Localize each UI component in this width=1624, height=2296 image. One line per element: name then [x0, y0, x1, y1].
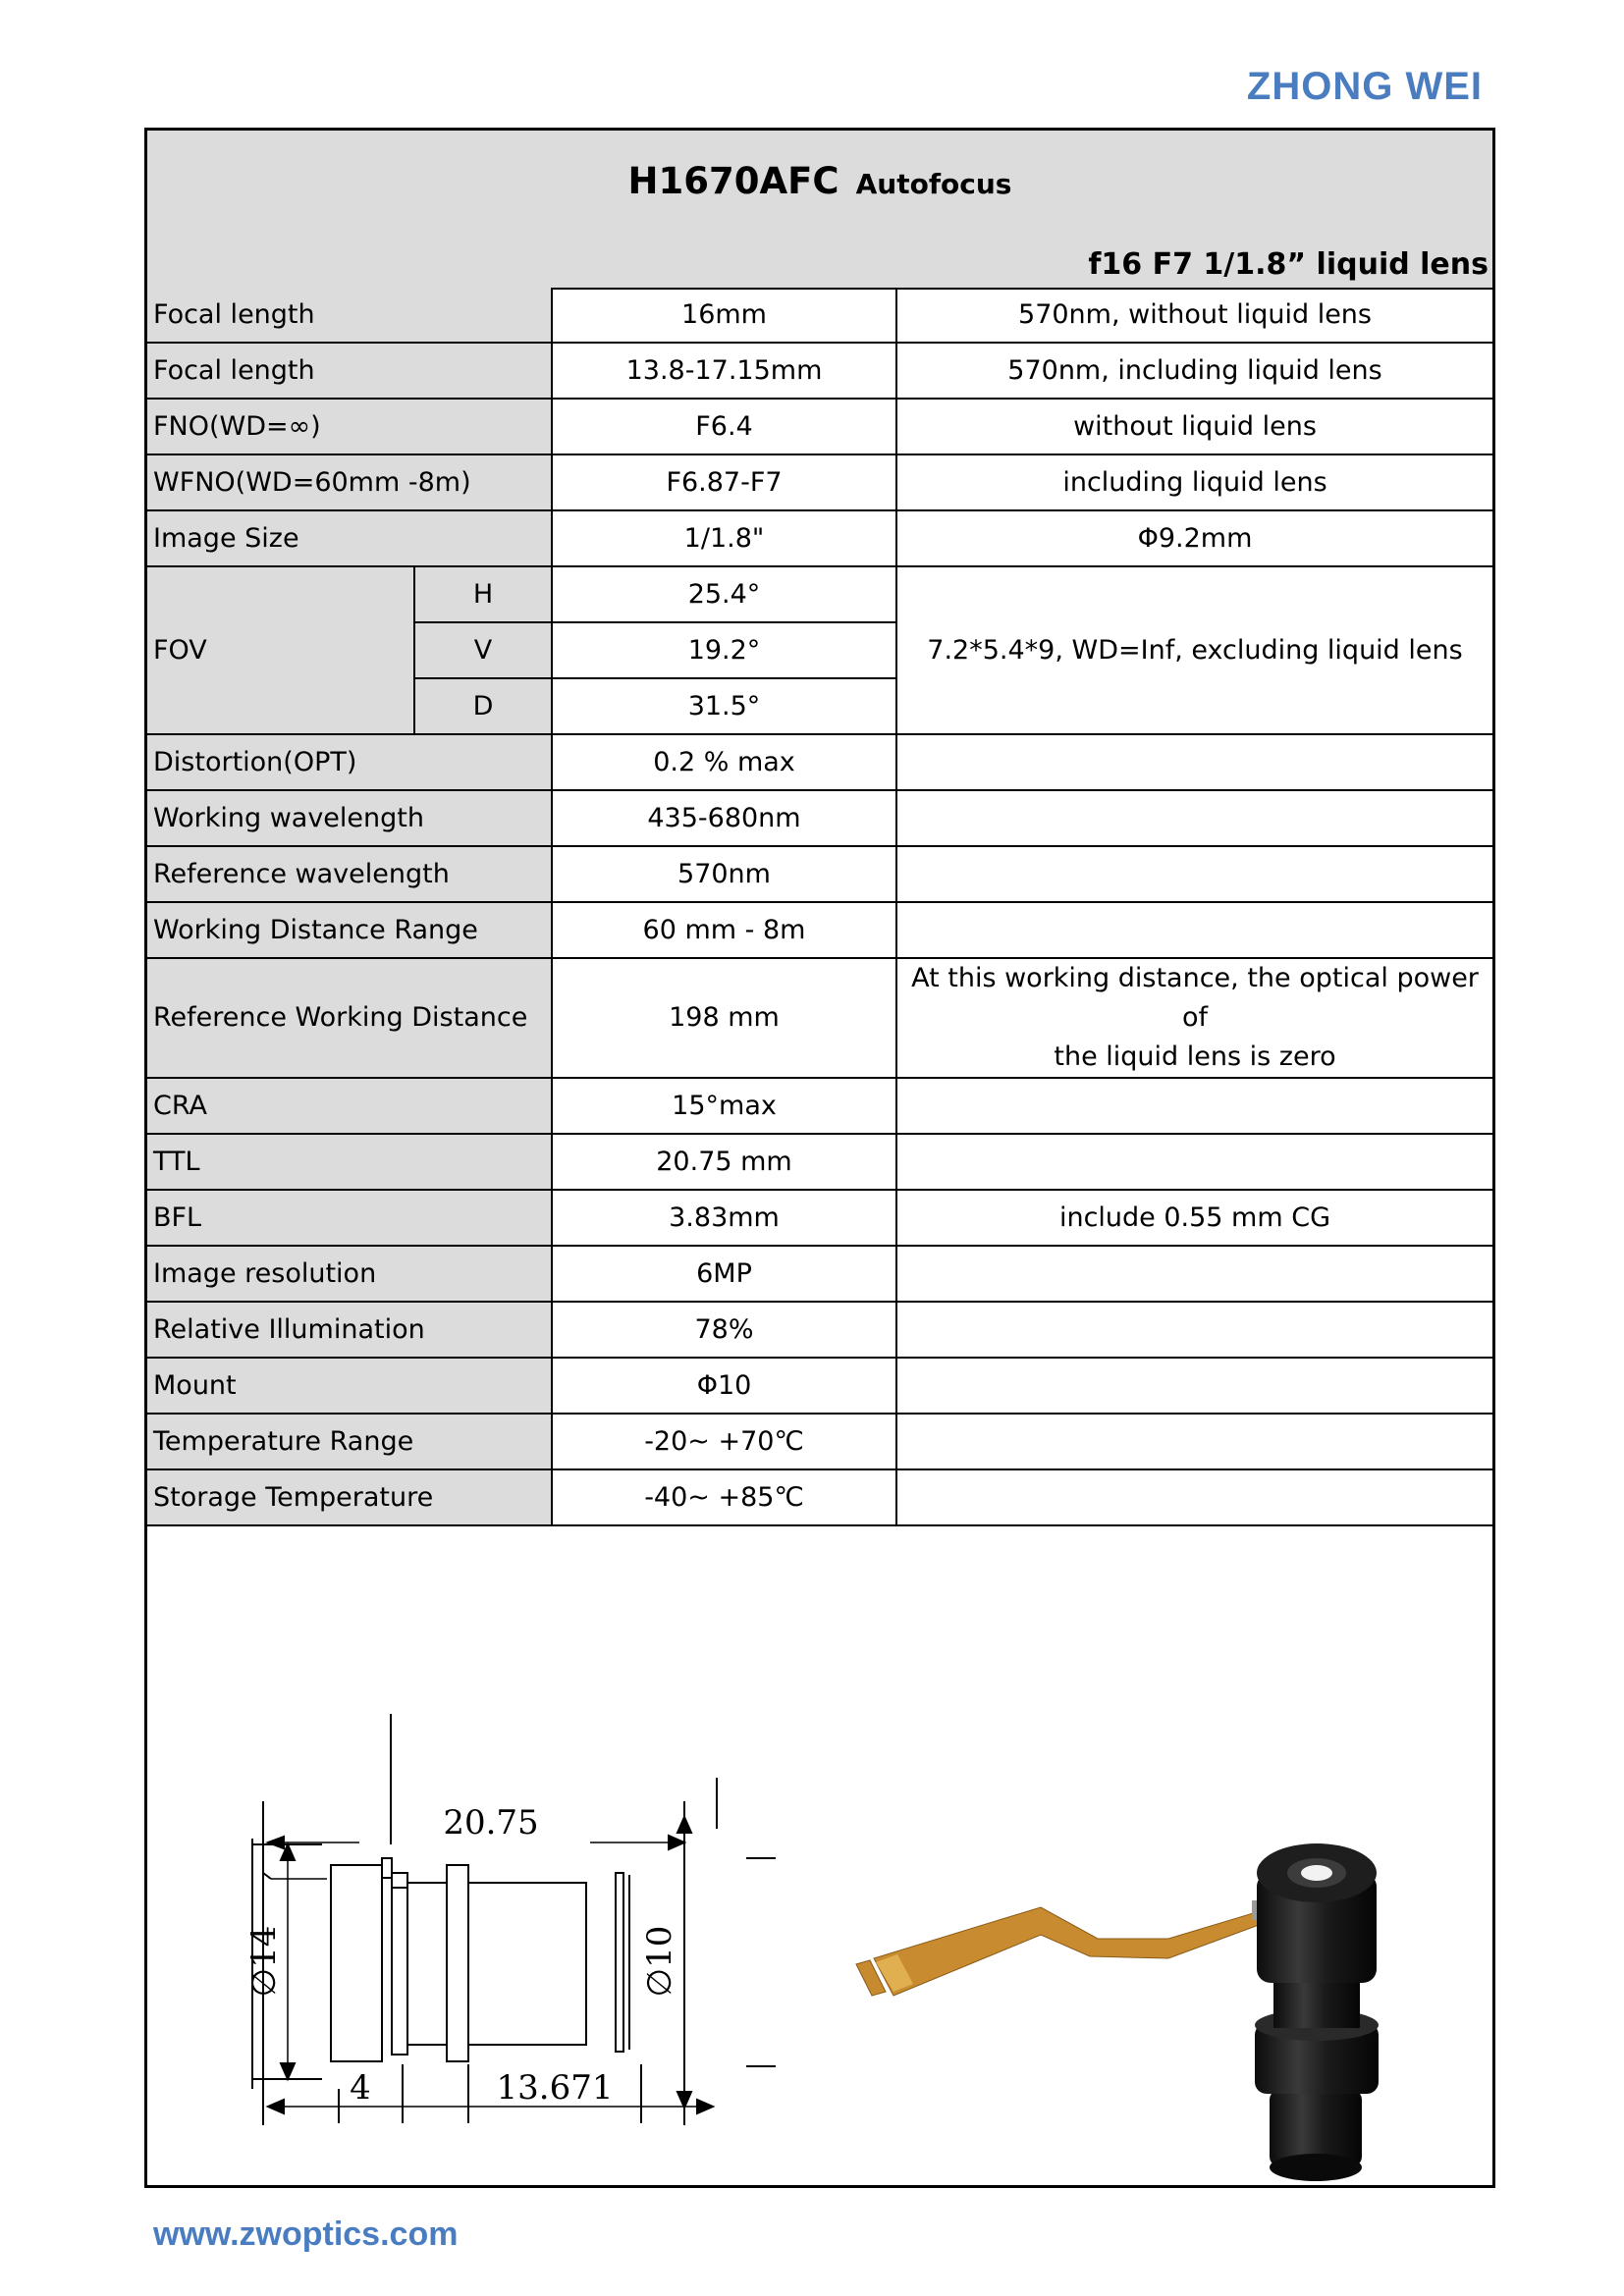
- row-note: including liquid lens: [896, 454, 1492, 510]
- row-label: Image Size: [147, 510, 552, 566]
- figure-area: [147, 1534, 1492, 2185]
- dim-front: 4: [350, 2068, 371, 2108]
- row-value: 78%: [552, 1302, 896, 1358]
- table-row: [147, 1414, 1492, 1469]
- row-value: 13.8-17.15mm: [552, 343, 896, 399]
- row-label: Reference wavelength: [147, 846, 552, 902]
- dim-ttl: 20.75: [443, 1803, 539, 1842]
- row-note: without liquid lens: [896, 399, 1492, 454]
- table-row-fov-h: [147, 566, 1492, 622]
- dim-diameter-left: ∅14: [244, 1925, 284, 1998]
- note-line: the liquid lens is zero: [1054, 1041, 1336, 1072]
- row-note: [896, 790, 1492, 846]
- table-row: [147, 288, 1492, 343]
- spec-sheet: [144, 128, 1495, 2188]
- row-label: Reference Working Distance: [147, 958, 552, 1078]
- table-row: [147, 734, 1492, 790]
- fov-v-label: V: [414, 622, 552, 678]
- fov-note: 7.2*5.4*9, WD=Inf, excluding liquid lens: [896, 566, 1492, 734]
- spec-table: [147, 288, 1492, 1526]
- row-note: 570nm, without liquid lens: [896, 288, 1492, 343]
- table-row: [147, 510, 1492, 566]
- row-note: [896, 1469, 1492, 1525]
- table-row: [147, 1358, 1492, 1414]
- fov-h-label: H: [414, 566, 552, 622]
- row-label: Image resolution: [147, 1246, 552, 1302]
- row-value: 60 mm - 8m: [552, 902, 896, 958]
- table-row: [147, 1469, 1492, 1525]
- row-note: [896, 1246, 1492, 1302]
- table-row: [147, 846, 1492, 902]
- row-label: WFNO(WD=60mm -8m): [147, 454, 552, 510]
- row-label: Focal length: [147, 343, 552, 399]
- row-label: Working Distance Range: [147, 902, 552, 958]
- model-number: H1670AFC: [627, 160, 839, 202]
- row-value: 6MP: [552, 1246, 896, 1302]
- row-value: 198 mm: [552, 958, 896, 1078]
- table-row: [147, 1302, 1492, 1358]
- row-label: Distortion(OPT): [147, 734, 552, 790]
- row-note: include 0.55 mm CG: [896, 1190, 1492, 1246]
- table-row: [147, 343, 1492, 399]
- row-note: [896, 1414, 1492, 1469]
- row-value: 1/1.8": [552, 510, 896, 566]
- table-row: [147, 1190, 1492, 1246]
- row-value: 435-680nm: [552, 790, 896, 846]
- row-value: -40~ +85℃: [552, 1469, 896, 1525]
- row-label: Mount: [147, 1358, 552, 1414]
- row-note: [896, 902, 1492, 958]
- table-row: [147, 454, 1492, 510]
- note-line: At this working distance, the optical power of: [911, 963, 1479, 1033]
- row-value: 20.75 mm: [552, 1134, 896, 1190]
- row-note: [896, 1302, 1492, 1358]
- row-value: -20~ +70℃: [552, 1414, 896, 1469]
- row-label: FNO(WD=∞): [147, 399, 552, 454]
- row-note: Φ9.2mm: [896, 510, 1492, 566]
- fov-label: FOV: [147, 566, 414, 734]
- brand-name: ZHONG WEI: [1246, 65, 1483, 108]
- row-note: [896, 1358, 1492, 1414]
- row-label: Temperature Range: [147, 1414, 552, 1469]
- table-row: [147, 902, 1492, 958]
- product-photo: [856, 1843, 1379, 2181]
- row-note: [896, 734, 1492, 790]
- row-label: BFL: [147, 1190, 552, 1246]
- row-note: [896, 1078, 1492, 1134]
- model-title: [147, 160, 1492, 202]
- fov-v-value: 19.2°: [552, 622, 896, 678]
- table-row: [147, 790, 1492, 846]
- row-value: 570nm: [552, 846, 896, 902]
- table-row: [147, 1246, 1492, 1302]
- row-value: 15°max: [552, 1078, 896, 1134]
- sheet-header: [147, 131, 1492, 290]
- row-label: Storage Temperature: [147, 1469, 552, 1525]
- table-row: [147, 399, 1492, 454]
- row-value: 0.2 % max: [552, 734, 896, 790]
- row-value: F6.4: [552, 399, 896, 454]
- row-label: Working wavelength: [147, 790, 552, 846]
- row-label: TTL: [147, 1134, 552, 1190]
- row-note: 570nm, including liquid lens: [896, 343, 1492, 399]
- dim-diameter-right: ∅10: [640, 1925, 679, 1998]
- row-note: [896, 846, 1492, 902]
- table-row: [147, 1078, 1492, 1134]
- website-link[interactable]: www.zwoptics.com: [153, 2216, 459, 2253]
- table-row: [147, 958, 1492, 1078]
- mechanical-drawing: [252, 1714, 776, 2125]
- row-label: CRA: [147, 1078, 552, 1134]
- row-value: 3.83mm: [552, 1190, 896, 1246]
- fov-h-value: 25.4°: [552, 566, 896, 622]
- fov-d-label: D: [414, 678, 552, 734]
- row-note: [896, 958, 1492, 1078]
- row-value: 16mm: [552, 288, 896, 343]
- row-label: Relative Illumination: [147, 1302, 552, 1358]
- fov-d-value: 31.5°: [552, 678, 896, 734]
- row-value: F6.87-F7: [552, 454, 896, 510]
- row-value: Φ10: [552, 1358, 896, 1414]
- row-label: Focal length: [147, 288, 552, 343]
- row-note: [896, 1134, 1492, 1190]
- table-row: [147, 1134, 1492, 1190]
- dim-rear: 13.671: [496, 2068, 614, 2108]
- spec-line: f16 F7 1/1.8” liquid lens: [1088, 247, 1489, 282]
- model-suffix: Autofocus: [855, 168, 1012, 200]
